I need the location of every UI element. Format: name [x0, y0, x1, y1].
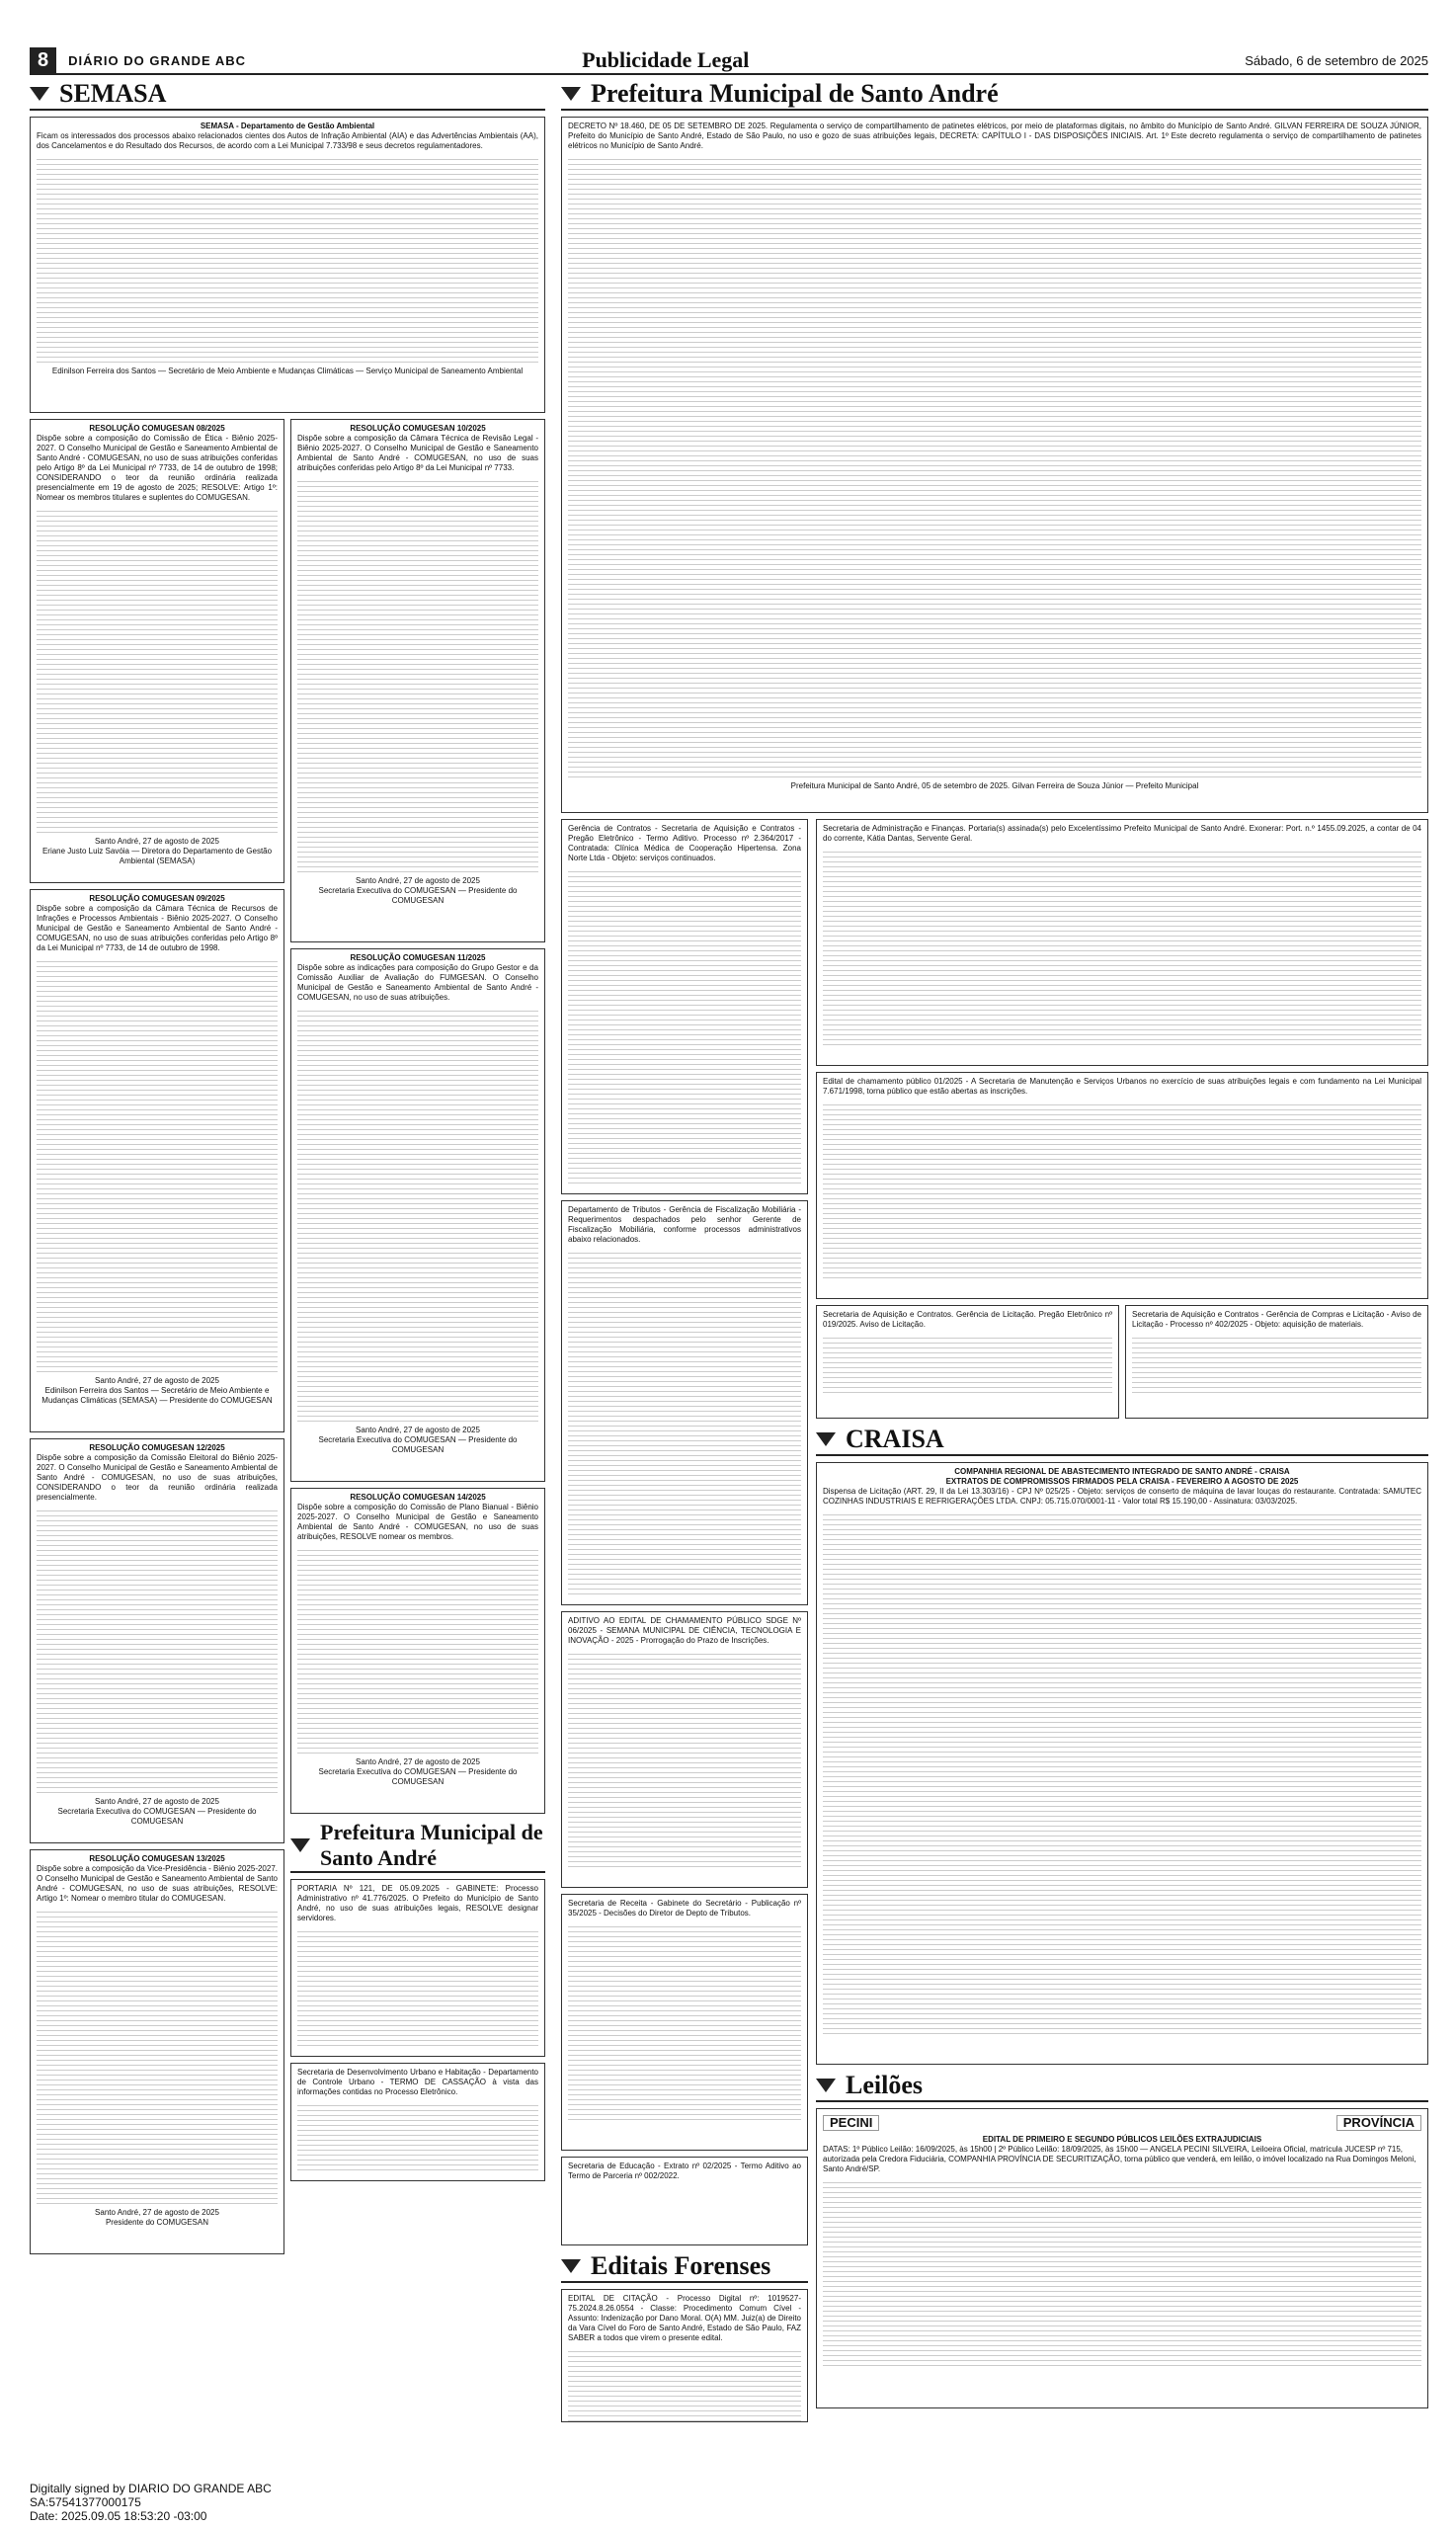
craisa-text-lines [823, 1510, 1421, 2034]
resolution-date: Santo André, 27 de agosto de 2025 [356, 1426, 480, 1434]
notice-text: ADITIVO AO EDITAL DE CHAMAMENTO PÚBLICO SDGE Nº 06/2025 - SEMANA MUNICIPAL DE CIÊNCIA, TECNOLOGIA E INOVAÇÃO - 2025 - Prorrogação do Prazo de Inscrições. [568, 1616, 801, 1645]
craisa-subheading: EXTRATOS DE COMPROMISSOS FIRMADOS PELA CRAISA - FEVEREIRO A AGOSTO DE 2025 [945, 1477, 1299, 1486]
psa-mid-right [816, 819, 1428, 2428]
resolution-title: RESOLUÇÃO COMUGESAN 08/2025 [89, 424, 225, 433]
notice-box [561, 2157, 808, 2245]
leiloes-text-lines [823, 2178, 1421, 2366]
notice-text-lines [823, 1334, 1112, 1393]
digital-signature [30, 2482, 272, 2523]
notice-text: Secretaria de Aquisição e Contratos. Gerência de Licitação. Pregão Eletrônico nº 019/2025. Aviso de Licitação. [823, 1310, 1112, 1329]
semasa-column [30, 79, 545, 2420]
resolution-box [30, 1438, 284, 1843]
notice-signature: Edinilson Ferreira dos Santos — Secretário de Meio Ambiente e Mudanças Climáticas — Serviço Municipal de Saneamento Ambiental [51, 367, 524, 375]
psa-small-title [290, 1820, 545, 1873]
notice-text: Edital de chamamento público 01/2025 - A Secretaria de Manutenção e Serviços Urbanos no exercício de suas atribuições legais e com fundamento na Lei Municipal 7.671/1998, torna público que estão abertas as inscrições. [823, 1077, 1421, 1096]
resolution-body: Dispõe sobre a composição do Comissão de Ética - Biênio 2025-2027. O Conselho Municipal de Gestão e Saneamento Ambiental de Santo André - COMUGESAN, no uso de suas atribuições conferidas pelo Artigo 8º da Lei Municipal nº 7733, de 14 de outubro de 1998; CONSIDERANDO o teor da reunião ordinária realizada presencialmente em 19 de agosto de 2025; RESOLVE: Artigo 1º: Nomear os membros titulares e suplentes do COMUGESAN. [37, 434, 278, 502]
edition-date: Sábado, 6 de setembro de 2025 [1245, 52, 1428, 68]
psa-small-title-text: Prefeitura Municipal de Santo André [320, 1820, 543, 1870]
page-header [30, 47, 1428, 75]
resolution-text-lines [37, 957, 278, 1372]
psa-small-notice [290, 2063, 545, 2181]
resolution-signature: Secretaria Executiva do COMUGESAN — Presidente do COMUGESAN [318, 1767, 518, 1786]
semasa-title [30, 79, 545, 111]
resolution-text-lines [297, 477, 538, 872]
pecini-logo: PECINI [823, 2115, 879, 2131]
provincia-logo: PROVÍNCIA [1336, 2115, 1421, 2131]
psa-main-column [561, 79, 1428, 2475]
leiloes-title-text: Leilões [846, 2071, 923, 2099]
resolution-text-lines [297, 1546, 538, 1754]
resolution-date: Santo André, 27 de agosto de 2025 [356, 876, 480, 885]
notice-text: Secretaria de Educação - Extrato nº 02/2025 - Termo Aditivo ao Termo de Parceria nº 002/2022. [568, 2162, 801, 2180]
resolution-title: RESOLUÇÃO COMUGESAN 12/2025 [89, 1443, 225, 1452]
resolution-body: Dispõe sobre a composição da Comissão Eleitoral do Biênio 2025-2027. O Conselho Municipal de Gestão e Saneamento Ambiental de Santo André - COMUGESAN, no uso de suas atribuições, CONSIDERANDO o teor da reunião ordinária realizada presencialmente. [37, 1453, 278, 1502]
notice-box [561, 1894, 808, 2151]
leiloes-logos [823, 2115, 1421, 2131]
signature-line: Digitally signed by DIARIO DO GRANDE ABC [30, 2482, 272, 2495]
resolution-title: RESOLUÇÃO COMUGESAN 13/2025 [89, 1854, 225, 1863]
newspaper-name: DIÁRIO DO GRANDE ABC [68, 52, 246, 68]
resolution-text-lines [37, 1507, 278, 1793]
resolution-body: Dispõe sobre as indicações para composição do Grupo Gestor e da Comissão Auxiliar de Avaliação do FUMGESAN. O Conselho Municipal de Gestão e Saneamento Ambiental de Santo André - COMUGESAN, no uso de suas atribuições. [297, 963, 538, 1002]
resolution-box [30, 1849, 284, 2254]
decree-box [561, 117, 1428, 813]
resolution-signature: Edinilson Ferreira dos Santos — Secretário de Meio Ambiente e Mudanças Climáticas (SEMASA) — Presidente do COMUGESAN [41, 1386, 273, 1405]
notice-text-lines [568, 867, 801, 1183]
craisa-box [816, 1462, 1428, 2065]
notice-box [561, 819, 808, 1194]
triangle-icon [561, 2259, 581, 2273]
resolution-date: Santo André, 27 de agosto de 2025 [95, 2208, 219, 2217]
psa-small-notice [290, 1879, 545, 2057]
notice-text-lines [37, 155, 538, 363]
notice-box [1125, 1305, 1428, 1419]
resolution-signature: Eriane Justo Luiz Savóia — Diretora do Departamento de Gestão Ambiental (SEMASA) [41, 847, 273, 865]
resolution-box [290, 1488, 545, 1814]
resolution-body: Dispõe sobre a composição da Câmara Técnica de Revisão Legal - Biênio 2025-2027. O Conselho Municipal de Gestão e Saneamento Ambiental de Santo André - COMUGESAN, no uso de suas atribuições conferidas pelo Artigo 8º da Lei Municipal nº 7733. [297, 434, 538, 472]
resolution-signature: Secretaria Executiva do COMUGESAN — Presidente do COMUGESAN [57, 1807, 257, 1826]
notice-text: Secretaria de Receita - Gabinete do Secretário - Publicação nº 35/2025 - Decisões do Diretor de Depto de Tributos. [568, 1899, 801, 1917]
signature-line: SA:57541377000175 [30, 2495, 141, 2509]
resolution-text-lines [37, 1908, 278, 2204]
resolution-title: RESOLUÇÃO COMUGESAN 11/2025 [350, 953, 486, 962]
craisa-text: Dispensa de Licitação (ART. 29, II da Lei 13.303/16) - CPJ Nº 025/25 - Objeto: serviços de conserto de máquina de lavar louças do restaurante. Contratada: SAMUTEC COZINHAS INDUSTRIAIS E REFRIGERAÇÕES LTDA. CNPJ: 05.715.070/0001-11 - Valor total R$ 15.190,00 - Assinatura: 03/03/2025. [823, 1487, 1421, 1506]
psa-main-title [561, 79, 1428, 111]
notice-text: Secretaria de Administração e Finanças. Portaria(s) assinada(s) pelo Excelentíssimo Prefeito Municipal de Santo André. Exonerar: Port. n.º 1455.09.2025, a contar de 04 do corrente, Kátia Dantas, Servente Geral. [823, 824, 1421, 843]
leiloes-title [816, 2071, 1428, 2102]
notice-heading: SEMASA - Departamento de Gestão Ambiental [200, 122, 375, 130]
editais-text-lines [568, 2347, 801, 2421]
craisa-heading: COMPANHIA REGIONAL DE ABASTECIMENTO INTEGRADO DE SANTO ANDRÉ - CRAISA [954, 1467, 1290, 1476]
portaria-text-lines [297, 1927, 538, 2046]
page-number: 8 [30, 47, 56, 73]
resolution-box [290, 419, 545, 942]
resolution-text-lines [297, 1007, 538, 1422]
psa-main-title-text: Prefeitura Municipal de Santo André [591, 79, 999, 108]
resolution-box [290, 948, 545, 1482]
decree-signature: Prefeitura Municipal de Santo André, 05 de setembro de 2025. Gilvan Ferreira de Souza Júnior — Prefeito Municipal [790, 781, 1199, 790]
notice-box [816, 1305, 1119, 1419]
section-title: Publicidade Legal [582, 47, 750, 72]
cassacao-text-lines [297, 2101, 538, 2170]
notice-box [561, 1200, 808, 1605]
cassacao-text: Secretaria de Desenvolvimento Urbano e Habitação - Departamento de Controle Urbano - TERMO DE CASSAÇÃO à vista das informações contidas no Processo Eletrônico. [297, 2068, 538, 2096]
resolutions-grid [30, 419, 545, 2260]
resolution-date: Santo André, 27 de agosto de 2025 [95, 837, 219, 846]
editais-title-text: Editais Forenses [591, 2251, 771, 2280]
resolution-title: RESOLUÇÃO COMUGESAN 10/2025 [350, 424, 486, 433]
editais-text: EDITAL DE CITAÇÃO - Processo Digital nº: 1019527-75.2024.8.26.0554 - Classe: Procedimento Comum Cível - Assunto: Indenização por Dano Moral. O(A) MM. Juiz(a) de Direito da Vara Cível do Foro de Santo André, Estado de São Paulo, FAZ SABER a todos que virem o presente edital. [568, 2294, 801, 2342]
resolution-date: Santo André, 27 de agosto de 2025 [95, 1797, 219, 1806]
craisa-title [816, 1425, 1428, 1456]
notice-text-lines [568, 1922, 801, 2120]
resolution-body: Dispõe sobre a composição da Câmara Técnica de Recursos de Infrações e Processos Ambientais - Biênio 2025-2027. O Conselho Municipal de Gestão e Saneamento Ambiental de Santo André - COMUGESAN, no uso de suas atribuições conferidas pelo Artigo 8º da Lei Municipal nº 7733, de 14 de outubro de 1998. [37, 904, 278, 952]
resolutions-left [30, 419, 284, 2260]
resolution-text-lines [37, 507, 278, 833]
psa-mid-left [561, 819, 808, 2428]
notice-box [816, 819, 1428, 1066]
resolution-title: RESOLUÇÃO COMUGESAN 14/2025 [350, 1493, 486, 1502]
resolution-signature: Secretaria Executiva do COMUGESAN — Presidente do COMUGESAN [318, 1435, 518, 1454]
notice-text: Secretaria de Aquisição e Contratos - Gerência de Compras e Licitação - Aviso de Licitação - Processo nº 402/2025 - Objeto: aquisição de materiais. [1132, 1310, 1421, 1329]
triangle-icon [816, 1432, 836, 1446]
leiloes-box [816, 2108, 1428, 2408]
leiloes-heading: EDITAL DE PRIMEIRO E SEGUNDO PÚBLICOS LEILÕES EXTRAJUDICIAIS [982, 2135, 1262, 2144]
signature-date: Date: 2025.09.05 18:53:20 -03:00 [30, 2509, 207, 2523]
triangle-icon [290, 1838, 310, 1852]
resolution-title: RESOLUÇÃO COMUGESAN 09/2025 [89, 894, 225, 903]
resolutions-right [290, 419, 545, 2260]
triangle-icon [30, 87, 49, 101]
notice-text: Gerência de Contratos - Secretaria de Aquisição e Contratos - Pregão Eletrônico - Termo Aditivo. Processo nº 2.364/2017 - Contratada: Clínica Médica de Cooperação Hipertensa. Zona Norte Ltda - Objeto: serviços continuados. [568, 824, 801, 862]
resolution-signature: Secretaria Executiva do COMUGESAN — Presidente do COMUGESAN [318, 886, 518, 905]
triangle-icon [561, 87, 581, 101]
decree-text-lines [568, 155, 1421, 777]
psa-lower-grid [561, 819, 1428, 2428]
triangle-icon [816, 2079, 836, 2092]
resolution-body: Dispõe sobre a composição do Comissão de Plano Bianual - Biênio 2025-2027. O Conselho Municipal de Gestão e Saneamento Ambiental de Santo André - COMUGESAN, no uso de suas atribuições, RESOLVE nomear os membros. [297, 1503, 538, 1541]
semasa-title-text: SEMASA [59, 79, 167, 108]
editais-box [561, 2289, 808, 2422]
notice-text-lines [568, 1650, 801, 1867]
craisa-title-text: CRAISA [846, 1425, 944, 1453]
notice-box [816, 1072, 1428, 1299]
decree-text: DECRETO Nº 18.460, DE 05 DE SETEMBRO DE 2025. Regulamenta o serviço de compartilhamento de patinetes elétricos, por meio de plataformas digitais, no âmbito do Município de Santo André. GILVAN FERREIRA DE SOUZA JÚNIOR, Prefeito do Município de Santo André, Estado de São Paulo, no uso e gozo de suas atribuições legais, DECRETA: CAPÍTULO I - DAS DISPOSIÇÕES INICIAIS. Art. 1º Este decreto regulamenta o serviço de compartilhamento de patinetes elétricos no Município de Santo André. [568, 122, 1421, 150]
resolution-box [30, 889, 284, 1432]
semasa-top-notice [30, 117, 545, 413]
notice-text-lines [823, 1101, 1421, 1278]
notice-text-lines [568, 1249, 801, 1594]
resolution-date: Santo André, 27 de agosto de 2025 [95, 1376, 219, 1385]
resolution-date: Santo André, 27 de agosto de 2025 [356, 1757, 480, 1766]
editais-title [561, 2251, 808, 2283]
notice-text-lines [823, 848, 1421, 1045]
licitacao-grid [816, 1305, 1428, 1425]
portaria-text: PORTARIA Nº 121, DE 05.09.2025 - GABINETE: Processo Administrativo nº 41.776/2025. O Prefeito do Município de Santo André, no uso de suas atribuições legais, RESOLVE designar servidores. [297, 1884, 538, 1922]
leiloes-text: DATAS: 1º Público Leilão: 16/09/2025, às 15h00 | 2º Público Leilão: 18/09/2025, às 15h00 — ANGELA PECINI SILVEIRA, Leiloeira Oficial, matrícula JUCESP nº 715, autorizada pela Credora Fiduciária, COMPANHIA PROVÍNCIA DE SECURITIZAÇÃO, torna público que venderá, em leilão, o imóvel localizado na Rua Domingos Meloni, Santo André/SP. [823, 2145, 1416, 2173]
notice-text-lines [1132, 1334, 1421, 1393]
resolution-signature: Presidente do COMUGESAN [105, 2218, 209, 2227]
notice-text: Departamento de Tributos - Gerência de Fiscalização Mobiliária - Requerimentos despachados pelo senhor Gerente de Fiscalização Mobiliária, conforme processos administrativos abaixo relacionados. [568, 1205, 801, 1244]
resolution-box [30, 419, 284, 883]
resolution-body: Dispõe sobre a composição da Vice-Presidência - Biênio 2025-2027. O Conselho Municipal de Gestão e Saneamento Ambiental de Santo André - COMUGESAN, no uso de suas atribuições, RESOLVE: Artigo 1º: Nomear o membro titular do COMUGESAN. [37, 1864, 278, 1903]
notice-box [561, 1611, 808, 1888]
notice-body: Ficam os interessados dos processos abaixo relacionados cientes dos Autos de Infração Ambiental (AIA) e das Advertências Ambientais (AA), dos Cancelamentos e do Resultado dos Recursos, de acordo com a Lei Municipal 7.733/98 e seus decretos regulamentadores. [37, 131, 538, 150]
